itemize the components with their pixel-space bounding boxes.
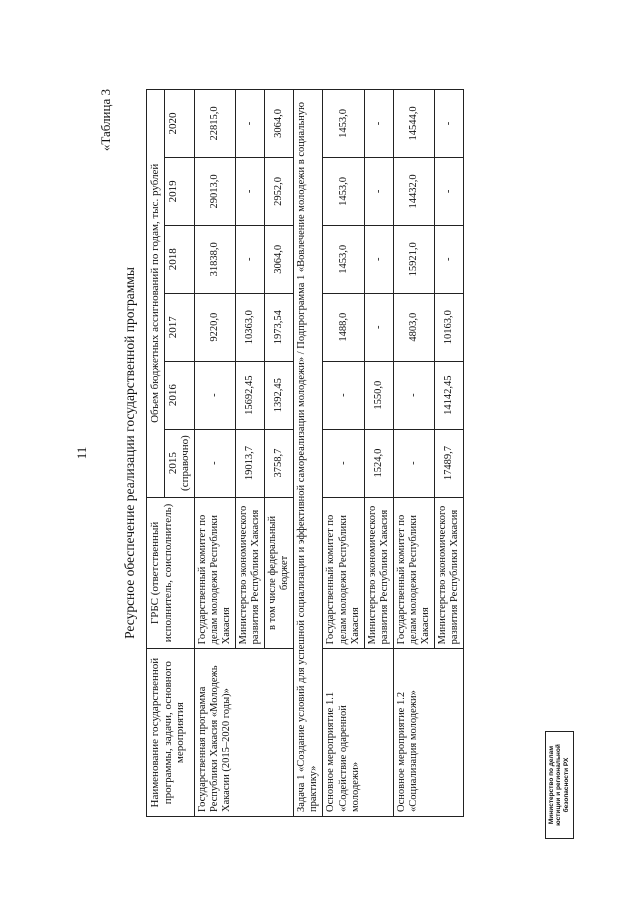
- value-cell: 10163,0: [434, 293, 463, 361]
- value-cell: -: [364, 225, 393, 293]
- value-cell: 31838,0: [194, 225, 235, 293]
- year-header: 2015 (справочно): [164, 429, 194, 497]
- value-cell: -: [364, 157, 393, 225]
- value-cell: -: [434, 157, 463, 225]
- activity-name: Основное мероприятие 1.2 «Социализация молодежи»: [393, 648, 463, 816]
- value-cell: 3758,7: [265, 429, 294, 497]
- value-cell: -: [323, 361, 364, 429]
- value-cell: 1453,0: [323, 89, 364, 157]
- header-row: [147, 89, 165, 816]
- activity-name: Основное мероприятие 1.1 «Содействие одаренной молодежи»: [323, 648, 393, 816]
- value-cell: -: [393, 361, 434, 429]
- year-header: 2017: [164, 293, 194, 361]
- value-cell: 1550,0: [364, 361, 393, 429]
- value-cell: -: [194, 361, 235, 429]
- year-header: 2020: [164, 89, 194, 157]
- table-row: [323, 89, 364, 816]
- document-title: Ресурсное обеспечение реализации государственной программы: [122, 266, 137, 639]
- value-cell: -: [393, 429, 434, 497]
- value-cell: 29013,0: [194, 157, 235, 225]
- value-cell: 15921,0: [393, 225, 434, 293]
- grbs-cell: Государственный комитет по делам молодежи Республики Хакасия: [393, 497, 434, 649]
- value-cell: 15692,45: [236, 361, 265, 429]
- value-cell: -: [364, 293, 393, 361]
- value-cell: 22815,0: [194, 89, 235, 157]
- grbs-cell: в том числе федеральный бюджет: [265, 497, 294, 649]
- value-cell: 9220,0: [194, 293, 235, 361]
- value-cell: 1524,0: [364, 429, 393, 497]
- grbs-cell: Министерство экономического развития Республики Хакасия: [434, 497, 463, 649]
- table-row: [393, 89, 434, 816]
- year-header: 2019: [164, 157, 194, 225]
- grbs-cell: Государственный комитет по делам молодежи Республики Хакасия: [194, 497, 235, 649]
- value-cell: -: [236, 89, 265, 157]
- value-cell: 19013,7: [236, 429, 265, 497]
- value-cell: 4803,0: [393, 293, 434, 361]
- value-cell: 2952,0: [265, 157, 294, 225]
- ministry-stamp: Министерство по делам юстиции и региональной безопасности РХ: [545, 731, 574, 839]
- task-row: [294, 89, 323, 816]
- year-header: 2018: [164, 225, 194, 293]
- value-cell: -: [194, 429, 235, 497]
- table-reference: «Таблица 3: [98, 88, 113, 151]
- value-cell: 14432,0: [393, 157, 434, 225]
- value-cell: 1392,45: [265, 361, 294, 429]
- task-heading: Задача 1 «Создание условий для успешной социализации и эффективной самореализации молодежи» / Подпрограмма 1 «Вовлечение молодежи в социальную практику»: [294, 89, 323, 816]
- value-cell: -: [323, 429, 364, 497]
- value-cell: 1453,0: [323, 225, 364, 293]
- value-cell: 1973,54: [265, 293, 294, 361]
- value-cell: 17489,7: [434, 429, 463, 497]
- value-cell: -: [434, 89, 463, 157]
- value-cell: -: [236, 157, 265, 225]
- value-cell: 3064,0: [265, 225, 294, 293]
- value-cell: -: [236, 225, 265, 293]
- value-cell: 14142,45: [434, 361, 463, 429]
- table-row: [194, 89, 235, 816]
- grbs-cell: Министерство экономического развития Республики Хакасия: [364, 497, 393, 649]
- program-name: Государственная программа Республики Хакасия «Молодежь Хакасии (2015–2020 годы)»: [194, 648, 293, 816]
- grbs-cell: Министерство экономического развития Республики Хакасия: [236, 497, 265, 649]
- value-cell: 10363,0: [236, 293, 265, 361]
- document-sheet: [60, 53, 580, 853]
- col-volume-header: Объем бюджетных ассигнований по годам, тыс. рублей: [147, 89, 165, 497]
- page-number: 11: [74, 446, 89, 459]
- year-header: 2016: [164, 361, 194, 429]
- value-cell: -: [364, 89, 393, 157]
- value-cell: -: [434, 225, 463, 293]
- grbs-cell: Государственный комитет по делам молодежи Республики Хакасия: [323, 497, 364, 649]
- col-name-header: Наименование государственной программы, задачи, основного мероприятия: [147, 648, 195, 816]
- value-cell: 1453,0: [323, 157, 364, 225]
- value-cell: 3064,0: [265, 89, 294, 157]
- value-cell: 1488,0: [323, 293, 364, 361]
- value-cell: 14544,0: [393, 89, 434, 157]
- resource-table: [146, 89, 464, 817]
- col-grbs-header: ГРБС (ответственный исполнитель, соисполнитель): [147, 497, 195, 649]
